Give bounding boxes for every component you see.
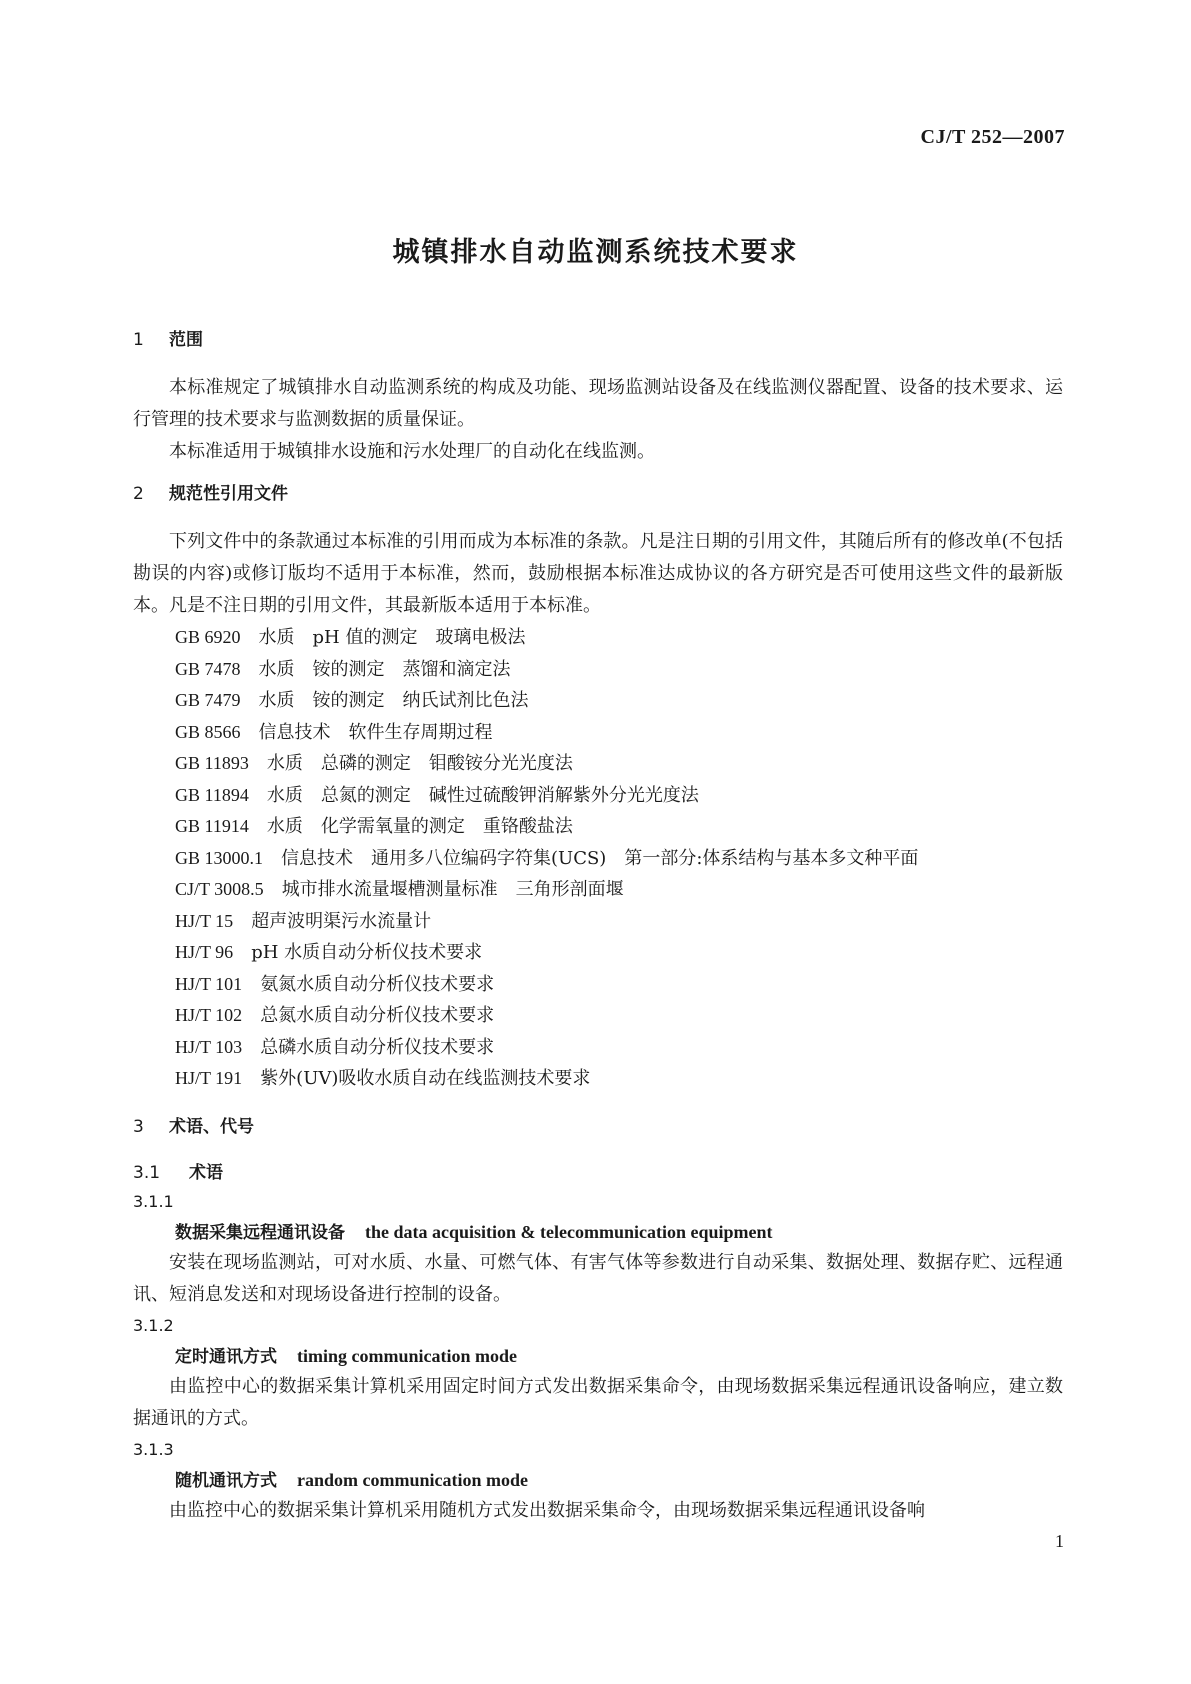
term-number: 3.1.2 [133, 1315, 174, 1335]
section-number: 3 [133, 1116, 144, 1137]
reference-code: HJ/T 96 [175, 942, 234, 962]
standard-code: CJ/T 252—2007 [920, 126, 1065, 148]
reference-item [133, 717, 1063, 749]
reference-item [133, 654, 1063, 686]
reference-title: 水质 总氮的测定 碱性过硫酸钾消解紫外分光光度法 [266, 784, 699, 806]
term-en: the data acquisition & telecommunication equipment [365, 1221, 773, 1242]
reference-title: 紫外(UV)吸收水质自动在线监测技术要求 [260, 1068, 591, 1089]
reference-title: 水质 铵的测定 纳氏试剂比色法 [258, 690, 529, 711]
reference-code: GB 6920 [175, 627, 241, 647]
subsection-3-1-heading [133, 1159, 1063, 1187]
reference-title: 总氮水质自动分析仪技术要求 [260, 1005, 495, 1026]
reference-title: 信息技术 通用多八位编码字符集(UCS) 第一部分:体系结构与基本多文种平面 [281, 847, 919, 869]
reference-title: 信息技术 软件生存周期过程 [258, 721, 493, 743]
term-heading [133, 1217, 1063, 1247]
reference-item [133, 843, 1063, 875]
reference-item [133, 1063, 1063, 1095]
reference-code: HJ/T 101 [175, 973, 243, 994]
term-number: 3.1.1 [133, 1191, 174, 1211]
reference-item [133, 969, 1063, 1001]
reference-list [133, 622, 1063, 1095]
reference-title: 水质 化学需氧量的测定 重铬酸盐法 [266, 816, 573, 837]
section-title: 范围 [169, 330, 203, 350]
reference-item [133, 906, 1063, 938]
reference-code: GB 11894 [175, 784, 249, 805]
subsection-title: 术语 [189, 1162, 223, 1183]
section-3-heading [133, 1113, 1063, 1141]
reference-item [133, 748, 1063, 780]
term-cn: 随机通讯方式 [175, 1470, 277, 1491]
term-heading [133, 1465, 1063, 1495]
reference-title: 水质 铵的测定 蒸馏和滴定法 [258, 658, 511, 680]
reference-title: 水质 pH 值的测定 玻璃电极法 [258, 627, 526, 648]
section-title: 规范性引用文件 [169, 484, 288, 504]
section-number: 1 [133, 330, 144, 350]
reference-code: GB 11914 [175, 816, 249, 836]
reference-item [133, 1032, 1063, 1064]
reference-code: HJ/T 191 [175, 1068, 243, 1088]
reference-code: GB 7479 [175, 690, 241, 710]
paragraph: 本标准规定了城镇排水自动监测系统的构成及功能、现场监测站设备及在线监测仪器配置、设备的技术要求、运行管理的技术要求与监测数据的质量保证。 [133, 377, 1063, 430]
term-cn: 定时通讯方式 [175, 1346, 277, 1367]
reference-item [133, 937, 1063, 969]
term-definition: 安装在现场监测站，可对水质、水量、可燃气体、有害气体等参数进行自动采集、数据处理、数据存贮、远程通讯、短消息发送和对现场设备进行控制的设备。 [133, 1251, 1063, 1305]
reference-code: GB 11893 [175, 753, 249, 773]
reference-code: HJ/T 102 [175, 1005, 243, 1025]
term-number: 3.1.3 [133, 1439, 174, 1459]
section-number: 2 [133, 484, 144, 504]
reference-title: 超声波明渠污水流量计 [251, 910, 432, 932]
reference-item [133, 1000, 1063, 1032]
term-definition: 由监控中心的数据采集计算机采用固定时间方式发出数据采集命令，由现场数据采集远程通讯设备响应，建立数据通讯的方式。 [133, 1375, 1063, 1429]
reference-title: 城市排水流量堰槽测量标准 三角形剖面堰 [281, 879, 624, 900]
term-en: timing communication mode [297, 1345, 517, 1366]
reference-item [133, 685, 1063, 717]
paragraph: 下列文件中的条款通过本标准的引用而成为本标准的条款。凡是注日期的引用文件，其随后所有的修改单(不包括勘误的内容)或修订版均不适用于本标准，然而，鼓励根据本标准达成协议的各方研究是否可使用这些文件的最新版本。凡是不注日期的引用文件，其最新版本适用于本标准。 [133, 531, 1063, 616]
reference-code: GB 13000.1 [175, 847, 264, 868]
term-definition: 由监控中心的数据采集计算机采用随机方式发出数据采集命令，由现场数据采集远程通讯设备响 [169, 1499, 925, 1521]
reference-code: CJ/T 3008.5 [175, 879, 264, 899]
term-cn: 数据采集远程通讯设备 [175, 1222, 345, 1243]
reference-code: HJ/T 15 [175, 910, 234, 931]
reference-code: GB 8566 [175, 721, 241, 742]
reference-code: GB 7478 [175, 658, 241, 679]
reference-item [133, 780, 1063, 812]
term-heading [133, 1341, 1063, 1371]
term-en: random communication mode [297, 1469, 528, 1490]
reference-title: 氨氮水质自动分析仪技术要求 [260, 973, 495, 995]
reference-code: HJ/T 103 [175, 1036, 243, 1057]
reference-item [133, 874, 1063, 906]
document-title: 城镇排水自动监测系统技术要求 [392, 237, 799, 268]
page-number: 1 [1055, 1531, 1064, 1551]
reference-item [133, 622, 1063, 654]
paragraph: 本标准适用于城镇排水设施和污水处理厂的自动化在线监测。 [169, 441, 655, 462]
subsection-number: 3.1 [133, 1162, 161, 1183]
section-1-heading [133, 326, 1063, 354]
reference-item [133, 811, 1063, 843]
reference-title: 水质 总磷的测定 钼酸铵分光光度法 [266, 753, 573, 774]
document-body [133, 326, 1063, 1527]
reference-title: pH 水质自动分析仪技术要求 [251, 942, 483, 963]
section-2-heading [133, 480, 1063, 508]
reference-title: 总磷水质自动分析仪技术要求 [260, 1036, 495, 1058]
section-title: 术语、代号 [169, 1116, 254, 1137]
